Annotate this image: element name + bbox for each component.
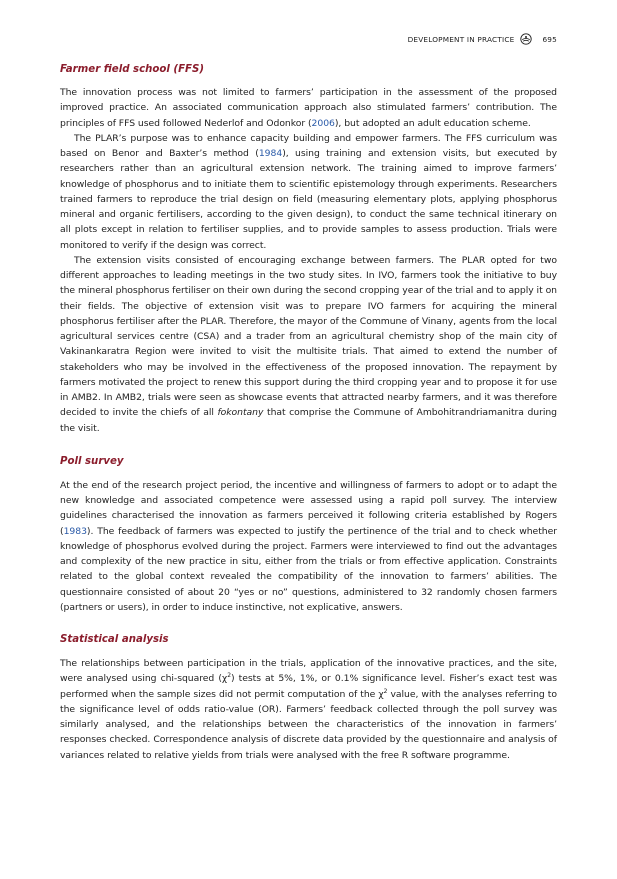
page-number: 695 (542, 34, 557, 44)
section-heading: Statistical analysis (60, 634, 169, 645)
section-heading: Poll survey (60, 455, 124, 467)
section-poll-survey (60, 455, 557, 615)
citation-link[interactable]: 1984 (258, 148, 283, 159)
running-head (408, 33, 557, 45)
paragraph: The extension visits consisted of encouraging exchange between farmers. The PLAR opted for two different approaches to leading meetings in the two study sites. In IVO, farmers took the initiative to buy the mineral phosphorus fertiliser on their own during the second cropping year of the trial and to apply it on their fields. The objective of extension visit was to prepare IVO farmers for acquiring the mineral phosphorus fertiliser after the PLAR. Therefore, the mayor of the Commune of Vinany, agents from the local agricultural services centre (CSA) and a trader from an agricultural chemistry shop of the main city of Vakinankaratra Region were invited to visit the multisite trials. That aimed to extend the number of stakeholders who may be involved in the effectiveness of the proposed innovation. The repayment by farmers motivated the project to renew this support during the third cropping year and to propose it for use in AMB2. In AMB2, trials were seen as showcase events that attracted nearby farmers, and it was therefore decided to invite the chiefs of all fokontany that comprise the Commune of Ambohitrandriamanitra during the visit. (60, 254, 557, 434)
citation-link[interactable]: 2006 (311, 117, 335, 129)
publisher-logo-icon (520, 33, 532, 45)
journal-title: DEVELOPMENT IN PRACTICE (407, 34, 515, 44)
section-statistical-analysis (60, 633, 557, 763)
article-body (60, 63, 557, 763)
section-heading: Farmer field school (FFS) (60, 64, 205, 75)
paragraph: At the end of the research project period, the incentive and willingness of farmers to adopt or to adapt the new knowledge and associated competence were assessed using a rapid poll survey. The interview guidelines characterised the innovation as farmers perceived it following criteria established by Rogers (1983). The feedback of farmers was expected to justify the pertinence of the trial and to check whether knowledge of phosphorus evolved during the project. Farmers were interviewed to find out the advantages and complexity of the new practice in situ, either from the trials or from effective application. Constraints related to the global context revealed the compatibility of the innovation to farmers’ abilities. The questionnaire consisted of about 20 “yes or no” questions, administered to 32 randomly chosen farmers (partners or users), in order to induce instinctive, not explicative, answers. (60, 479, 557, 613)
italic-term: fokontany (217, 407, 264, 419)
section-farmer-field-school (60, 63, 557, 436)
paragraph: The relationships between participation in the trials, application of the innovative practices, and the site, were analysed using chi-squared $(\chi^2)$ tests at 5%, 1%, or 0.1% significance level. Fisher’s exact test was performed when the sample sizes did not permit computation of the $\chi^2$ value, with the analyses referring to the significance level of odds ratio-value (OR). Farmers’ feedback collected through the poll survey was similarly analysed, and the relationships between the characteristics of the innovation in farmers’ responses checked. Correspondence analysis of discrete data provided by the questionnaire and analysis of variances related to relative yields from trials were analysed with the free R software programme. (60, 658, 557, 761)
paragraph: The innovation process was not limited to farmers’ participation in the assessment of the proposed improved practice. An associated communication approach also stimulated farmers’ contribution. The principles of FFS used followed Nederlof and Odonkor (2006), but adopted an adult education scheme. (60, 87, 557, 129)
paragraph: The PLAR’s purpose was to enhance capacity building and empower farmers. The FFS curriculum was based on Benor and Baxter’s method (1984), using training and extension visits, but executed by researchers rather than an agricultural extension network. The training aimed to improve farmers’ knowledge of phosphorus and to initiate them to scientific epistemology through experiments. Researchers trained farmers to reproduce the trial design on field (measuring elementary plots, applying phosphorus mineral and organic fertilisers, according to the given design), to conduct the same technical itinerary on all plots except in relation to fertiliser supplies, and to provide samples to assess production. Trials were monitored to verify if the design was correct. (60, 132, 558, 251)
citation-link[interactable]: 1983 (63, 525, 87, 537)
